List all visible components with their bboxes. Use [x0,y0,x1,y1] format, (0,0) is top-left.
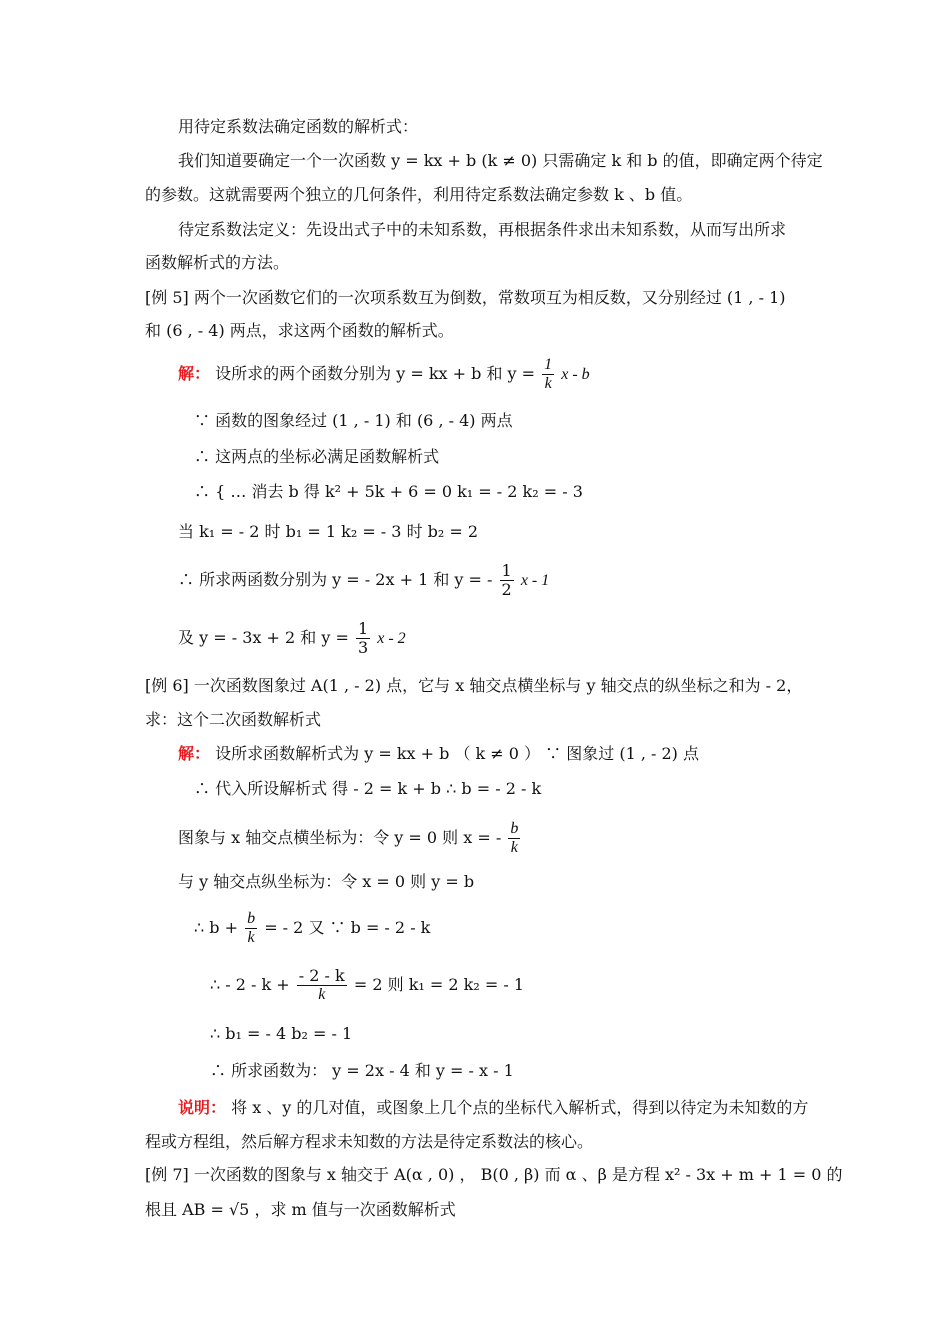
solution-line [178,743,699,765]
text-line [178,620,406,657]
text-line: ∵ 函数的图象经过 (1 , - 1) 和 (6 , - 4) 两点 [194,411,513,430]
note-label: 说明： [178,1098,227,1117]
fraction [500,562,514,599]
example-6-line: [例 6] 一次函数图象过 A(1 , - 2) 点，它与 x 轴交点横坐标与 y 轴交点的纵坐标之和为 - 2， [145,676,803,695]
fraction-denominator: k [544,375,552,392]
example-7-line: [例 7] 一次函数的图象与 x 轴交于 A(α , 0) ， B(0 , β) 而 α 、β 是方程 x² - 3x + m + 1 = 0 的 [145,1165,843,1184]
fraction-denominator: 2 [501,580,512,599]
text-line: 的参数。这就需要两个独立的几何条件，利用待定系数法确定参数 k 、b 值。 [145,185,693,204]
solution-label: 解： [178,744,211,763]
text-span: ∴ b + [194,918,238,937]
text-line: 和 (6 , - 4) 两点，求这两个函数的解析式。 [145,321,454,340]
text-span: ∴ - 2 - k + [210,975,290,994]
solution-label: 解： [178,364,211,383]
fraction [508,820,520,857]
text-line: ∴ { … 消去 b 得 k² + 5k + 6 = 0 k₁ = - 2 k₂ = - 3 [194,482,583,501]
text-span: 将 x 、y 的几对值，或图象上几个点的坐标代入解析式，得到以待定为未知数的方 [231,1098,809,1117]
text-line: 函数解析式的方法。 [145,253,290,272]
text-span: x - b [561,366,590,383]
text-span: x - 1 [520,572,550,589]
fraction [297,967,347,1004]
text-line: ∴ 这两点的坐标必满足函数解析式 [194,447,440,466]
text-span: 图象与 x 轴交点横坐标为：令 y = 0 则 x = - [178,828,502,847]
fraction-numerator: 1 [501,561,512,580]
text-line: ∴ 代入所设解析式 得 - 2 = k + b ∴ b = - 2 - k [194,779,542,798]
text-line [178,562,549,599]
text-span: ∴ 所求两函数分别为 y = - 2x + 1 和 y = - [178,570,493,589]
text-line: 求：这个二次函数解析式 [145,710,322,729]
fraction-denominator: k [510,839,518,856]
text-span: 设所求函数解析式为 y = kx + b （ k ≠ 0 ） ∵ 图象过 (1 , - 2) 点 [215,744,700,763]
heading-line: 用待定系数法确定函数的解析式： [178,117,419,136]
fraction [542,356,554,393]
text-span: x - 2 [377,630,406,647]
fraction-denominator: k [247,929,255,946]
fraction-numerator: b [510,820,519,837]
text-line: 当 k₁ = - 2 时 b₁ = 1 k₂ = - 3 时 b₂ = 2 [178,522,479,541]
text-line: ∴ b₁ = - 4 b₂ = - 1 [210,1024,353,1043]
fraction-denominator: k [318,986,326,1003]
fraction [356,620,370,657]
text-span: = - 2 又 ∵ b = - 2 - k [264,918,431,937]
fraction [245,910,257,947]
text-line: ∴ 所求函数为： y = 2x - 4 和 y = - x - 1 [210,1061,514,1080]
fraction-numerator: 1 [357,619,369,638]
text-line: 程或方程组，然后解方程求未知数的方法是待定系数法的核心。 [145,1132,594,1151]
text-line: 待定系数法定义：先设出式子中的未知系数，再根据条件求出未知系数，从而写出所求 [178,220,787,239]
fraction-numerator: - 2 - k [298,966,345,985]
fraction-numerator: b [247,910,256,927]
text-line [210,967,524,1004]
example-5-line: [例 5] 两个一次函数它们的一次项系数互为倒数，常数项互为相反数，又分别经过 (1 , - 1) [145,288,786,307]
text-line: 根且 AB = √5 ，求 m 值与一次函数解析式 [145,1200,456,1219]
text-line [194,910,430,947]
solution-line [178,356,590,393]
text-span: 设所求的两个函数分别为 y = kx + b 和 y = [215,364,536,383]
text-line [178,820,522,857]
fraction-numerator: 1 [544,356,553,373]
text-span: 及 y = - 3x + 2 和 y = [178,628,349,647]
fraction-denominator: 3 [357,638,369,657]
text-line: 与 y 轴交点纵坐标为：令 x = 0 则 y = b [178,872,475,891]
text-line: 我们知道要确定一个一次函数 y = kx + b (k ≠ 0) 只需确定 k 和 b 的值，即确定两个待定 [178,151,823,170]
text-span: = 2 则 k₁ = 2 k₂ = - 1 [353,975,525,994]
note-line [178,1097,808,1119]
